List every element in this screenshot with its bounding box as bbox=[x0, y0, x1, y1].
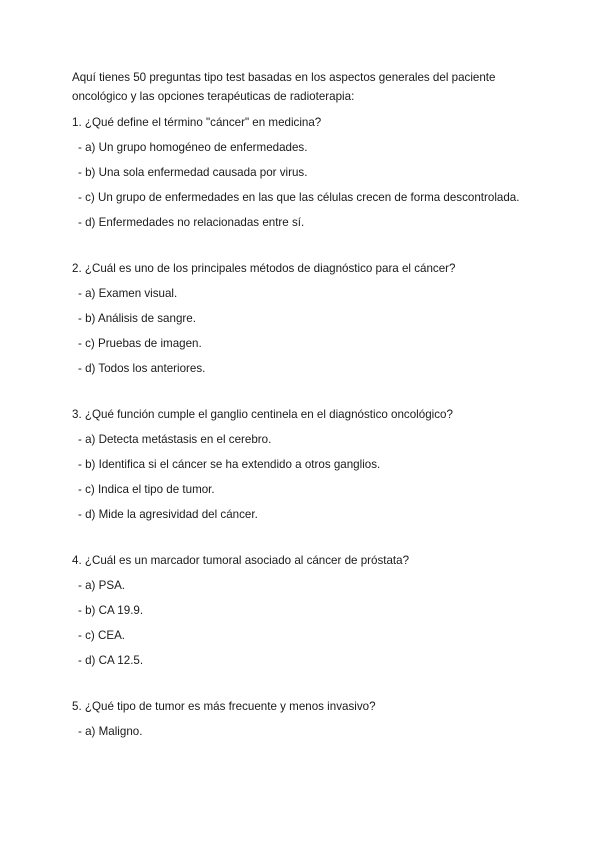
option-a: - a) Maligno. bbox=[78, 725, 143, 738]
option-d: - d) Todos los anteriores. bbox=[78, 362, 206, 375]
option-a: - a) PSA. bbox=[78, 579, 126, 592]
option-b: - b) CA 19.9. bbox=[78, 604, 144, 617]
intro-paragraph: Aquí tienes 50 preguntas tipo test basadas en los aspectos generales del paciente oncológico y las opciones terapéuticas de radioterapia: bbox=[72, 71, 496, 103]
option-d: - d) Enfermedades no relacionadas entre sí. bbox=[78, 216, 305, 229]
option-c: - c) Pruebas de imagen. bbox=[78, 337, 202, 350]
option-c: - c) CEA. bbox=[78, 629, 126, 642]
question-text: 4. ¿Cuál es un marcador tumoral asociado al cáncer de próstata? bbox=[72, 554, 410, 567]
option-d: - d) Mide la agresividad del cáncer. bbox=[78, 508, 258, 521]
option-b: - b) Una sola enfermedad causada por virus. bbox=[78, 166, 308, 179]
option-a: - a) Detecta metástasis en el cerebro. bbox=[78, 433, 272, 446]
option-b: - b) Identifica si el cáncer se ha extendido a otros ganglios. bbox=[78, 458, 381, 471]
option-a: - a) Examen visual. bbox=[78, 287, 178, 300]
option-b: - b) Análisis de sangre. bbox=[78, 312, 196, 325]
question-1 bbox=[72, 114, 542, 232]
option-a: - a) Un grupo homogéneo de enfermedades. bbox=[78, 141, 308, 154]
question-text: 5. ¿Qué tipo de tumor es más frecuente y menos invasivo? bbox=[72, 700, 376, 713]
document-page bbox=[72, 68, 542, 748]
question-text: 3. ¿Qué función cumple el ganglio centinela en el diagnóstico oncológico? bbox=[72, 408, 453, 421]
question-4 bbox=[72, 552, 542, 670]
question-5 bbox=[72, 698, 542, 741]
question-text: 1. ¿Qué define el término "cáncer" en medicina? bbox=[72, 116, 322, 129]
question-3 bbox=[72, 406, 542, 524]
question-text: 2. ¿Cuál es uno de los principales métodos de diagnóstico para el cáncer? bbox=[72, 262, 456, 275]
option-d: - d) CA 12.5. bbox=[78, 654, 144, 667]
option-c: - c) Indica el tipo de tumor. bbox=[78, 483, 215, 496]
option-c: - c) Un grupo de enfermedades en las que las células crecen de forma descontrolada. bbox=[78, 191, 520, 204]
question-2 bbox=[72, 260, 542, 378]
